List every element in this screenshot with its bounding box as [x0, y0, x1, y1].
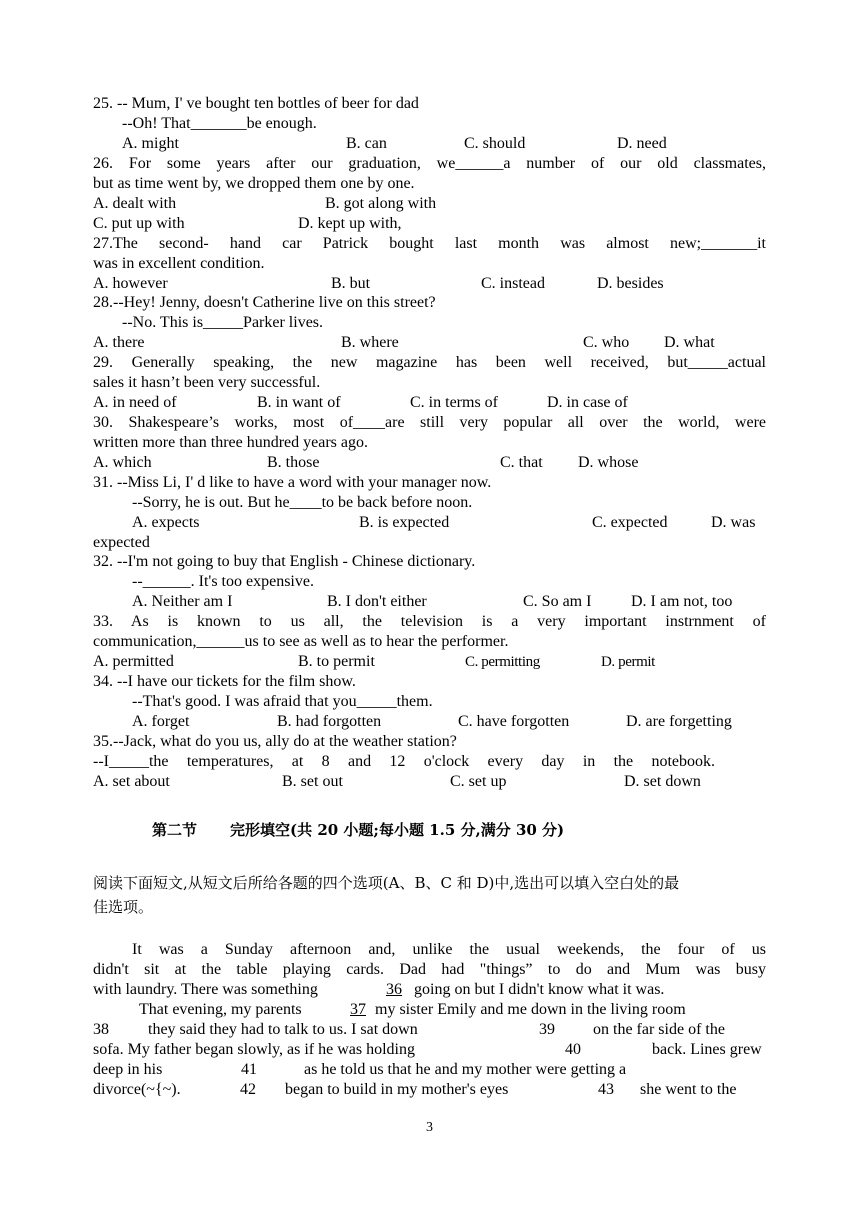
blank-41: 41: [241, 1061, 257, 1078]
passage-line5-part2: on the far side of the: [593, 1021, 725, 1038]
q29-stem-line1: 29. Generally speaking, the new magazine has been well received, but_____actual: [93, 354, 766, 371]
q35-stem: 35.--Jack, what do you us, ally do at the weather station?: [93, 733, 457, 750]
q32-stem: 32. --I'm not going to buy that English - Chinese dictionary.: [93, 553, 476, 570]
passage-line8-part3: she went to the: [640, 1081, 737, 1098]
q34-stem: 34. --I have our tickets for the film show.: [93, 673, 356, 690]
q35-option-c: C. set up: [450, 773, 507, 790]
q29-option-c: C. in terms of: [410, 394, 498, 411]
passage-line3-part2: going on but I didn't know what it was.: [414, 981, 665, 998]
q30-stem-line2: written more than three hundred years ago.: [93, 434, 369, 451]
passage-line3-part1: with laundry. There was something: [93, 981, 318, 998]
passage-line6-part2: back. Lines grew: [652, 1041, 762, 1058]
q31-option-d-cont: expected: [93, 534, 150, 551]
q26-stem-line1: 26. For some years after our graduation, we______a number of our old classmates,: [93, 155, 766, 172]
q28-option-b: B. where: [341, 334, 399, 351]
q27-option-b: B. but: [331, 275, 371, 292]
instructions-line2: 佳选项。: [93, 898, 154, 916]
q31-dialog: --Sorry, he is out. But he____to be back before noon.: [132, 494, 473, 511]
q35-option-d: D. set down: [624, 773, 701, 790]
blank-40: 40: [565, 1041, 581, 1058]
q34-option-a: A. forget: [132, 713, 190, 730]
blank-36: 36: [386, 981, 402, 998]
q30-option-d: D. whose: [578, 454, 639, 471]
section-title: 完形填空(共 20 小题;每小题 1.5 分,满分 30 分): [230, 821, 565, 839]
q33-option-a: A. permitted: [93, 653, 174, 670]
q35-option-a: A. set about: [93, 773, 170, 790]
q27-stem-line2: was in excellent condition.: [93, 255, 265, 272]
passage-line1: It was a Sunday afternoon and, unlike the usual weekends, the four of us: [132, 941, 766, 958]
q30-option-b: B. those: [267, 454, 320, 471]
blank-39: 39: [539, 1021, 555, 1038]
q31-option-d: D. was: [711, 514, 756, 531]
q28-dialog: --No. This is_____Parker lives.: [122, 314, 324, 331]
q35-option-b: B. set out: [282, 773, 343, 790]
q34-option-c: C. have forgotten: [458, 713, 570, 730]
passage-line8-part1: divorce(~{~).: [93, 1081, 181, 1098]
q27-option-c: C. instead: [481, 275, 545, 292]
passage-line4-part1: That evening, my parents: [139, 1001, 302, 1018]
q27-option-d: D. besides: [597, 275, 664, 292]
q25-option-d: D. need: [617, 135, 667, 152]
passage-line7-part2: as he told us that he and my mother were getting a: [304, 1061, 627, 1078]
q33-stem-line1: 33. As is known to us all, the television is a very important instrnment of: [93, 613, 766, 630]
q33-option-b: B. to permit: [298, 653, 375, 670]
q31-stem: 31. --Miss Li, I' d like to have a word with your manager now.: [93, 474, 492, 491]
q29-option-d: D. in case of: [547, 394, 628, 411]
blank-43: 43: [598, 1081, 614, 1098]
q30-option-a: A. which: [93, 454, 152, 471]
passage-line4-part2: my sister Emily and me down in the living room: [375, 1001, 686, 1018]
passage-line2: didn't sit at the table playing cards. Dad had "things” to do and Mum was busy: [93, 961, 766, 978]
q34-option-b: B. had forgotten: [277, 713, 382, 730]
q29-option-b: B. in want of: [257, 394, 341, 411]
q32-option-b: B. I don't either: [327, 593, 427, 610]
passage-line6-part1: sofa. My father began slowly, as if he was holding: [93, 1041, 415, 1058]
q28-option-c: C. who: [583, 334, 630, 351]
instructions-line1: 阅读下面短文,从短文后所给各题的四个选项(A、B、C 和 D)中,选出可以填入空白处的最: [93, 874, 680, 892]
q32-option-d: D. I am not, too: [631, 593, 733, 610]
section-number: 第二节: [152, 821, 198, 839]
q31-option-b: B. is expected: [359, 514, 450, 531]
q33-option-c: C. permitting: [465, 654, 540, 670]
page-number: 3: [426, 1120, 433, 1135]
q32-dialog: --______. It's too expensive.: [132, 573, 314, 590]
q28-stem: 28.--Hey! Jenny, doesn't Catherine live on this street?: [93, 294, 436, 311]
q27-stem-line1: 27.The second- hand car Patrick bought last month was almost new;_______it: [93, 235, 766, 252]
q32-option-a: A. Neither am I: [132, 593, 233, 610]
q28-option-d: D. what: [664, 334, 715, 351]
q25-option-b: B. can: [346, 135, 387, 152]
q26-stem-line2: but as time went by, we dropped them one by one.: [93, 175, 415, 192]
q29-stem-line2: sales it hasn’t been very successful.: [93, 374, 321, 391]
q34-option-d: D. are forgetting: [626, 713, 732, 730]
q30-option-c: C. that: [500, 454, 543, 471]
q28-option-a: A. there: [93, 334, 145, 351]
q33-stem-line2: communication,______us to see as well as to hear the performer.: [93, 633, 509, 650]
q31-option-a: A. expects: [132, 514, 200, 531]
passage-line7-part1: deep in his: [93, 1061, 163, 1078]
blank-42: 42: [240, 1081, 256, 1098]
q26-option-c: C. put up with: [93, 215, 185, 232]
q29-option-a: A. in need of: [93, 394, 177, 411]
q25-dialog: --Oh! That_______be enough.: [122, 115, 317, 132]
q25-stem: 25. -- Mum, I' ve bought ten bottles of beer for dad: [93, 95, 419, 112]
q25-option-a: A. might: [122, 135, 179, 152]
q26-option-a: A. dealt with: [93, 195, 177, 212]
q35-dialog: --I_____the temperatures, at 8 and 12 o'clock every day in the notebook.: [93, 753, 715, 770]
q34-dialog: --That's good. I was afraid that you_____them.: [132, 693, 433, 710]
blank-38: 38: [93, 1021, 109, 1038]
blank-37: 37: [350, 1001, 366, 1018]
q25-option-c: C. should: [464, 135, 526, 152]
q26-option-b: B. got along with: [325, 195, 437, 212]
q26-option-d: D. kept up with,: [298, 215, 402, 232]
q31-option-c: C. expected: [592, 514, 668, 531]
q32-option-c: C. So am I: [523, 593, 592, 610]
passage-line5-part1: they said they had to talk to us. I sat down: [148, 1021, 418, 1038]
q27-option-a: A. however: [93, 275, 168, 292]
q30-stem-line1: 30. Shakespeare’s works, most of____are still very popular all over the world, were: [93, 414, 766, 431]
q33-option-d: D. permit: [601, 654, 655, 670]
passage-line8-part2: began to build in my mother's eyes: [285, 1081, 509, 1098]
